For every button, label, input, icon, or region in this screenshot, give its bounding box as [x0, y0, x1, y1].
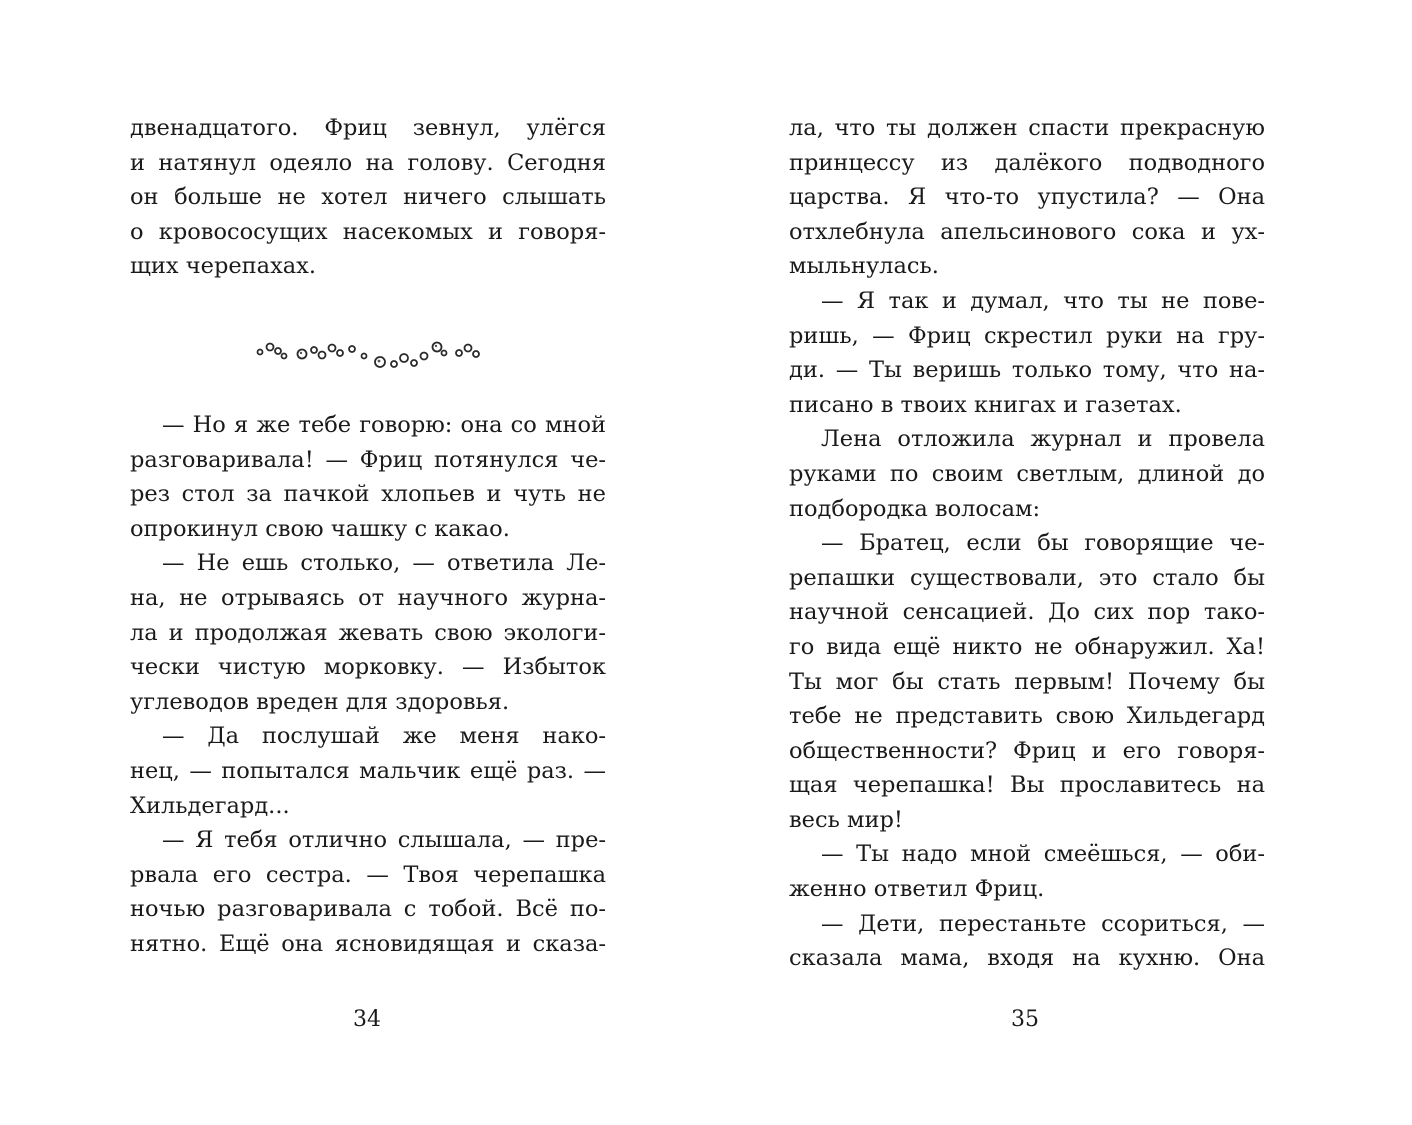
text-line: — Но я же тебе говорю: она со мной [162, 412, 606, 438]
text-line: мыльнулась. [789, 253, 939, 280]
right-page [706, 0, 1412, 1125]
text-line: щих черепахах. [130, 253, 317, 280]
text-line: научной сенсацией. До сих пор тако- [789, 599, 1265, 626]
text-line: двенадцатого. Фриц зевнул, улёгся [130, 115, 606, 141]
text-line: Хильдегард... [130, 792, 290, 819]
left-text-bottom [130, 408, 606, 962]
text-line: опрокинул свою чашку с какао. [130, 515, 510, 542]
text-line: ночью разговаривала с тобой. Всё по- [130, 896, 606, 923]
left-text-top [130, 111, 606, 284]
text-line: чески чистую морковку. — Избыток [130, 654, 606, 681]
text-line: женно ответил Фриц. [789, 876, 1045, 903]
text-line: рвала его сестра. — Твоя черепашка [130, 861, 606, 888]
text-line: принцессу из далёкого подводного [789, 149, 1265, 176]
text-line: репашки существовали, это стало бы [789, 564, 1265, 591]
text-line: писано в твоих книгах и газетах. [789, 391, 1182, 418]
text-line: сказала мама, входя на кухню. Она [789, 945, 1265, 972]
text-line: весь мир! [789, 806, 903, 833]
text-line: нятно. Ещё она ясновидящая и сказа- [130, 930, 606, 957]
text-line: го вида ещё никто не обнаружил. Ха! [789, 633, 1265, 660]
text-line: — Я тебя отлично слышала, — пре- [162, 827, 606, 854]
text-line: ди. — Ты веришь только тому, что на- [789, 357, 1265, 384]
text-line: ла, что ты должен спасти прекрасную [789, 115, 1265, 141]
text-line: Ты мог бы стать первым! Почему бы [789, 668, 1265, 695]
text-line: он больше не хотел ничего слышать [130, 184, 606, 211]
text-line: — Братец, если бы говорящие че- [821, 530, 1265, 557]
text-line: — Да послушай же меня нако- [162, 723, 606, 750]
text-line: ла и продолжая жевать свою экологи- [130, 619, 606, 646]
text-line: ришь, — Фриц скрестил руки на гру- [789, 322, 1265, 349]
text-line: подбородка волосам: [789, 495, 1041, 522]
text-line: нец, — попытался мальчик ещё раз. — [130, 757, 606, 784]
right-text [789, 111, 1265, 976]
text-line: и натянул одеяло на голову. Сегодня [130, 149, 606, 176]
text-line: общественности? Фриц и его говоря- [789, 737, 1265, 764]
text-line: Лена отложила журнал и провела [821, 426, 1265, 453]
text-line: — Дети, перестаньте ссориться, — [821, 910, 1265, 937]
text-line: тебе не представить свою Хильдегард [789, 703, 1265, 730]
text-line: на, не отрываясь от научного журна- [130, 584, 606, 611]
page-number: 34 [353, 1007, 381, 1032]
text-line: — Я так и думал, что ты не пове- [821, 287, 1265, 314]
text-line: царства. Я что-то упустила? — Она [789, 184, 1265, 211]
text-line: рез стол за пачкой хлопьев и чуть не [130, 481, 606, 508]
text-line: — Ты надо мной смеёшься, — оби- [821, 841, 1265, 868]
text-line: о кровососущих насекомых и говоря- [130, 218, 606, 245]
text-line: — Не ешь столько, — ответила Ле- [162, 550, 606, 577]
text-line: разговаривала! — Фриц потянулся че- [130, 446, 606, 473]
page-number: 35 [1011, 1007, 1039, 1032]
bubbles-ornament-icon [254, 338, 484, 372]
text-line: отхлебнула апельсинового сока и ух- [789, 218, 1265, 245]
text-line: руками по своим светлым, длиной до [789, 460, 1265, 487]
text-line: углеводов вреден для здоровья. [130, 688, 510, 715]
text-line: щая черепашка! Вы прославитесь на [789, 772, 1265, 799]
